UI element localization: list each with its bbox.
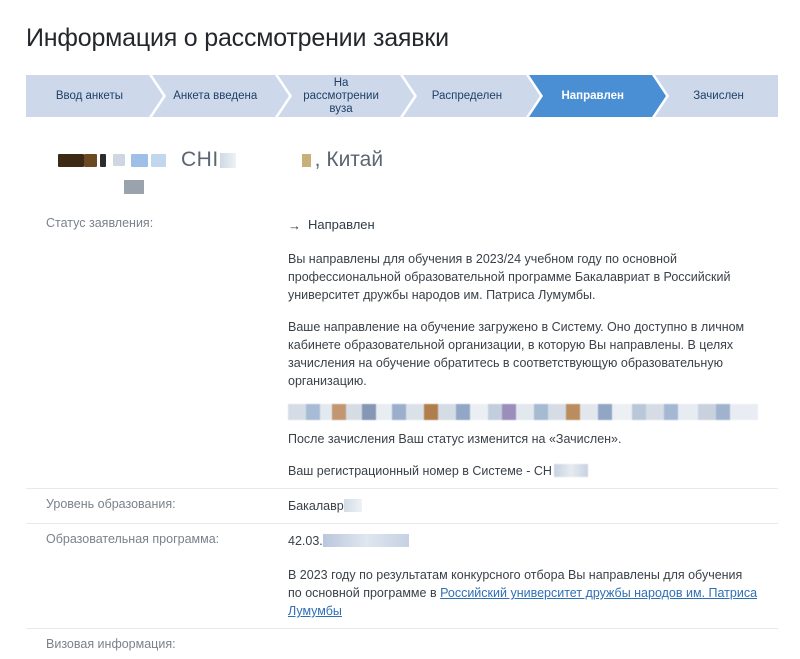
status-line xyxy=(288,216,774,234)
applicant-country: , Китай xyxy=(314,148,384,171)
description-paragraph-1: Вы направлены для обучения в 2023/24 учебном году по основной профессиональной образовательной программе Бакалавриат в Российский университет дружбы народов им. Патриса Лумумбы. xyxy=(288,252,731,302)
redacted-name-block-6 xyxy=(151,154,166,167)
redacted-name-block-5 xyxy=(131,154,148,167)
application-details-table xyxy=(26,208,778,659)
redacted-country-prefix xyxy=(302,154,311,167)
page-title: Информация о рассмотрении заявки xyxy=(26,24,449,52)
redacted-name-tail xyxy=(220,153,236,168)
status-stepper xyxy=(26,75,778,117)
redacted-name-block-4 xyxy=(113,154,125,166)
program-value: 42.03. xyxy=(288,534,323,548)
education-level-value-cell xyxy=(288,489,778,523)
arrow-right-icon: → xyxy=(288,217,301,233)
stepper-step-6-label: Зачислен xyxy=(693,89,744,102)
program-note-text: В 2023 году по результатам конкурсного отбора Вы направлены для обучения по основной программе в xyxy=(288,568,743,600)
stepper-step-3[interactable] xyxy=(278,75,401,117)
detail-row-visa xyxy=(26,628,778,659)
program-value-cell xyxy=(288,524,778,558)
registration-number-text: Ваш регистрационный номер в Системе - CH xyxy=(288,464,552,478)
stepper-step-2-label: Анкета введена xyxy=(173,89,258,102)
stepper-step-4[interactable] xyxy=(403,75,526,117)
stepper-step-6[interactable] xyxy=(655,75,778,117)
description-paragraph-3: После зачисления Ваш статус изменится на «Зачислен». xyxy=(288,432,622,446)
redacted-registration-number xyxy=(554,464,588,477)
redacted-name-block-1 xyxy=(58,154,84,167)
detail-row-education-level xyxy=(26,488,778,523)
redacted-name-block-2 xyxy=(84,154,97,167)
detail-row-program-note xyxy=(26,558,778,628)
detail-row-status xyxy=(26,208,778,242)
redacted-identity-subline xyxy=(124,180,144,194)
redacted-name-block-3 xyxy=(100,154,106,167)
stepper-step-4-label: Распределен xyxy=(431,89,503,102)
stepper-step-2[interactable] xyxy=(152,75,275,117)
detail-row-description xyxy=(26,242,778,488)
detail-row-program xyxy=(26,523,778,558)
redacted-text-strip xyxy=(288,404,758,420)
applicant-identity xyxy=(58,147,776,173)
visa-label: Визовая информация: xyxy=(46,637,176,651)
visa-value-cell xyxy=(288,629,778,659)
redacted-program-code xyxy=(323,534,409,547)
redacted-education-level-tail xyxy=(344,499,362,512)
program-note-spacer xyxy=(26,558,288,628)
description-spacer xyxy=(26,242,288,488)
education-level-label: Уровень образования: xyxy=(46,497,176,511)
program-note-cell xyxy=(288,558,778,628)
stepper-step-5-label: Направлен xyxy=(561,89,624,102)
status-value-cell xyxy=(288,208,778,242)
description-cell xyxy=(288,242,778,488)
education-level-value: Бакалавр xyxy=(288,499,344,513)
program-note-paragraph xyxy=(288,566,758,620)
stepper-step-3-label: На рассмотрении вуза xyxy=(303,76,379,115)
stepper-step-1-label: Ввод анкеты xyxy=(55,89,123,102)
program-label: Образовательная программа: xyxy=(46,532,220,546)
applicant-name: CHI xyxy=(181,148,219,171)
description-paragraph-2: Ваше направление на обучение загружено в Систему. Оно доступно в личном кабинете образовательной организации, в которую Вы направлены. В целях зачисления на обучение обратитесь в соответствующую образовательную организацию. xyxy=(288,320,745,388)
university-link[interactable]: Российский университет дружбы народов им. Патриса Лумумбы xyxy=(288,586,758,618)
stepper-step-1[interactable] xyxy=(26,75,149,117)
stepper-step-5-active[interactable] xyxy=(529,75,652,117)
description-paragraph-4 xyxy=(288,462,758,480)
status-label: Статус заявления: xyxy=(46,216,154,230)
status-value: Направлен xyxy=(308,217,375,232)
